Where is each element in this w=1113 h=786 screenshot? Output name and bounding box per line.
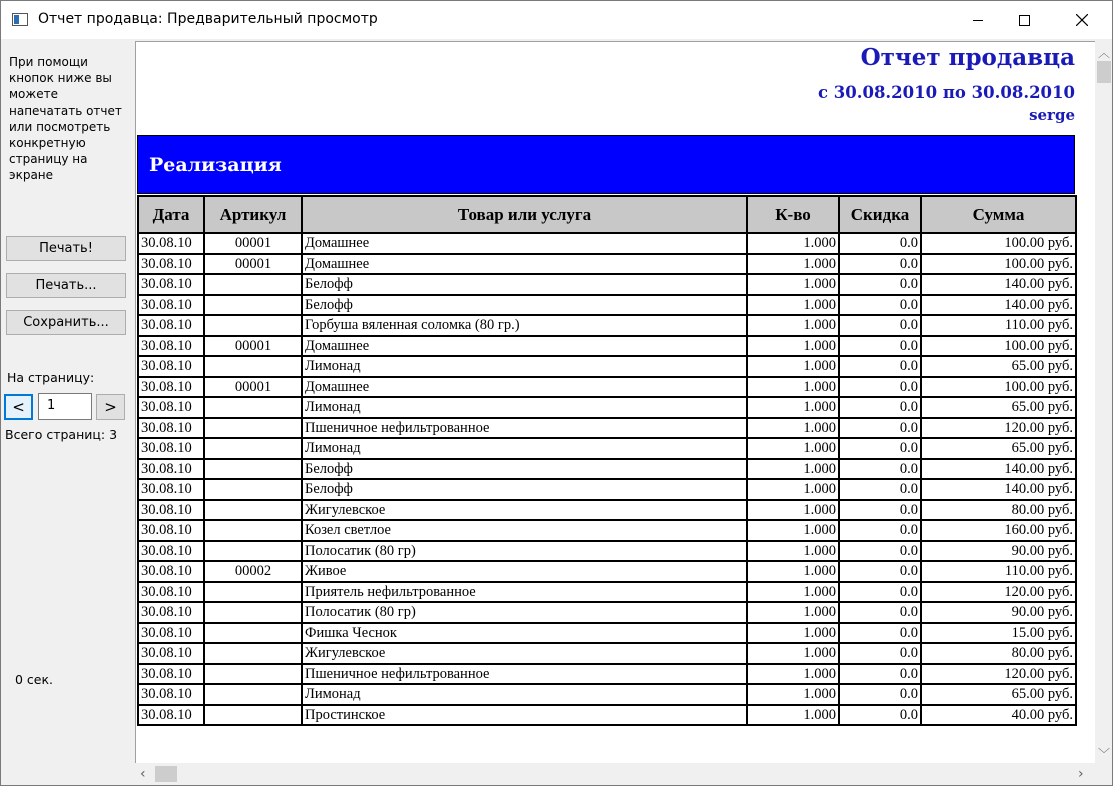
cell-quantity: 1.000	[747, 336, 839, 357]
cell-sum: 160.00 руб.	[921, 520, 1076, 541]
cell-quantity: 1.000	[747, 705, 839, 726]
cell-date: 30.08.10	[138, 336, 204, 357]
cell-article: 00001	[204, 254, 302, 275]
cell-item: Пшеничное нефильтрованное	[302, 664, 747, 685]
total-pages-label: Всего страниц: 3	[5, 427, 118, 442]
page-number-input[interactable]: 1	[38, 393, 92, 420]
scroll-down-icon[interactable]: ﹀	[1098, 747, 1111, 761]
cell-article: 00001	[204, 377, 302, 398]
cell-quantity: 1.000	[747, 356, 839, 377]
horizontal-scroll-thumb[interactable]	[155, 766, 177, 782]
cell-discount: 0.0	[839, 254, 921, 275]
table-row	[138, 520, 1076, 541]
cell-date: 30.08.10	[138, 602, 204, 623]
cell-item: Горбуша вяленная соломка (80 гр.)	[302, 315, 747, 336]
cell-article	[204, 705, 302, 726]
cell-sum: 100.00 руб.	[921, 336, 1076, 357]
column-header-discount: Скидка	[839, 196, 921, 233]
section-title: Реализация	[149, 154, 282, 176]
print-now-button[interactable]: Печать!	[6, 236, 126, 261]
cell-discount: 0.0	[839, 274, 921, 295]
table-row	[138, 418, 1076, 439]
table-row	[138, 438, 1076, 459]
cell-article	[204, 315, 302, 336]
cell-sum: 65.00 руб.	[921, 356, 1076, 377]
cell-item: Козел светлое	[302, 520, 747, 541]
cell-sum: 65.00 руб.	[921, 397, 1076, 418]
cell-discount: 0.0	[839, 520, 921, 541]
cell-discount: 0.0	[839, 643, 921, 664]
cell-item: Пшеничное нефильтрованное	[302, 418, 747, 439]
cell-date: 30.08.10	[138, 356, 204, 377]
cell-quantity: 1.000	[747, 274, 839, 295]
cell-sum: 120.00 руб.	[921, 664, 1076, 685]
maximize-button[interactable]	[1001, 1, 1047, 39]
cell-date: 30.08.10	[138, 377, 204, 398]
cell-date: 30.08.10	[138, 274, 204, 295]
table-row	[138, 684, 1076, 705]
cell-quantity: 1.000	[747, 315, 839, 336]
cell-article	[204, 520, 302, 541]
cell-date: 30.08.10	[138, 664, 204, 685]
cell-sum: 90.00 руб.	[921, 602, 1076, 623]
table-row	[138, 643, 1076, 664]
cell-quantity: 1.000	[747, 479, 839, 500]
cell-article	[204, 664, 302, 685]
cell-sum: 80.00 руб.	[921, 500, 1076, 521]
help-text: При помощи кнопок ниже вы можете напечатать отчет или посмотреть конкретную страницу на экране	[9, 55, 122, 183]
scroll-up-icon[interactable]: ︿	[1098, 46, 1111, 60]
table-row	[138, 500, 1076, 521]
column-header-quantity: К-во	[747, 196, 839, 233]
cell-date: 30.08.10	[138, 479, 204, 500]
cell-article	[204, 356, 302, 377]
cell-item: Лимонад	[302, 684, 747, 705]
cell-item: Лимонад	[302, 397, 747, 418]
close-button[interactable]	[1059, 1, 1105, 39]
cell-quantity: 1.000	[747, 602, 839, 623]
table-row	[138, 664, 1076, 685]
window-title: Отчет продавца: Предварительный просмотр	[38, 11, 378, 27]
cell-discount: 0.0	[839, 295, 921, 316]
cell-article	[204, 623, 302, 644]
app-icon	[12, 13, 28, 26]
cell-article	[204, 459, 302, 480]
report-preview-area[interactable]	[135, 41, 1095, 763]
goto-page-label: На страницу:	[7, 370, 95, 385]
save-button[interactable]: Сохранить...	[6, 310, 126, 335]
table-row	[138, 233, 1076, 254]
report-user: serge	[1029, 106, 1075, 124]
cell-date: 30.08.10	[138, 643, 204, 664]
column-header-sum: Сумма	[921, 196, 1076, 233]
cell-article	[204, 500, 302, 521]
minimize-icon	[973, 15, 984, 26]
cell-sum: 100.00 руб.	[921, 377, 1076, 398]
table-header-row	[138, 196, 1076, 233]
cell-article	[204, 438, 302, 459]
table-row	[138, 459, 1076, 480]
table-row	[138, 602, 1076, 623]
cell-discount: 0.0	[839, 602, 921, 623]
cell-quantity: 1.000	[747, 561, 839, 582]
cell-article	[204, 582, 302, 603]
cell-item: Фишка Чеснок	[302, 623, 747, 644]
table-row	[138, 356, 1076, 377]
cell-date: 30.08.10	[138, 459, 204, 480]
cell-quantity: 1.000	[747, 500, 839, 521]
table-row	[138, 582, 1076, 603]
vertical-scrollbar[interactable]	[1095, 41, 1112, 763]
cell-article: 00001	[204, 233, 302, 254]
cell-discount: 0.0	[839, 315, 921, 336]
cell-date: 30.08.10	[138, 684, 204, 705]
scroll-right-icon[interactable]: ›	[1078, 766, 1084, 782]
cell-quantity: 1.000	[747, 295, 839, 316]
cell-discount: 0.0	[839, 541, 921, 562]
cell-quantity: 1.000	[747, 397, 839, 418]
table-body	[138, 233, 1076, 725]
table-row	[138, 397, 1076, 418]
cell-item: Жигулевское	[302, 500, 747, 521]
cell-sum: 140.00 руб.	[921, 459, 1076, 480]
cell-item: Приятель нефильтрованное	[302, 582, 747, 603]
cell-quantity: 1.000	[747, 541, 839, 562]
cell-sum: 40.00 руб.	[921, 705, 1076, 726]
cell-discount: 0.0	[839, 459, 921, 480]
table-row	[138, 336, 1076, 357]
cell-item: Белофф	[302, 274, 747, 295]
cell-quantity: 1.000	[747, 418, 839, 439]
cell-discount: 0.0	[839, 418, 921, 439]
cell-date: 30.08.10	[138, 295, 204, 316]
cell-discount: 0.0	[839, 561, 921, 582]
print-dialog-button[interactable]: Печать...	[6, 273, 126, 298]
cell-date: 30.08.10	[138, 233, 204, 254]
cell-item: Лимонад	[302, 438, 747, 459]
section-header	[137, 135, 1075, 194]
cell-article	[204, 418, 302, 439]
scroll-left-icon[interactable]: ‹	[140, 766, 146, 782]
cell-article: 00001	[204, 336, 302, 357]
cell-item: Домашнее	[302, 336, 747, 357]
cell-sum: 110.00 руб.	[921, 315, 1076, 336]
cell-discount: 0.0	[839, 500, 921, 521]
table-row	[138, 315, 1076, 336]
cell-item: Домашнее	[302, 233, 747, 254]
cell-sum: 65.00 руб.	[921, 438, 1076, 459]
cell-discount: 0.0	[839, 336, 921, 357]
cell-discount: 0.0	[839, 705, 921, 726]
cell-item: Домашнее	[302, 377, 747, 398]
cell-quantity: 1.000	[747, 520, 839, 541]
minimize-button[interactable]	[955, 1, 1001, 39]
cell-date: 30.08.10	[138, 582, 204, 603]
cell-discount: 0.0	[839, 397, 921, 418]
cell-date: 30.08.10	[138, 397, 204, 418]
cell-quantity: 1.000	[747, 233, 839, 254]
cell-quantity: 1.000	[747, 623, 839, 644]
cell-sum: 140.00 руб.	[921, 479, 1076, 500]
cell-quantity: 1.000	[747, 664, 839, 685]
cell-date: 30.08.10	[138, 541, 204, 562]
sales-table	[137, 195, 1077, 726]
table-row	[138, 274, 1076, 295]
cell-quantity: 1.000	[747, 254, 839, 275]
cell-sum: 90.00 руб.	[921, 541, 1076, 562]
control-panel	[1, 39, 135, 785]
cell-sum: 80.00 руб.	[921, 643, 1076, 664]
cell-article: 00002	[204, 561, 302, 582]
cell-discount: 0.0	[839, 479, 921, 500]
prev-page-button[interactable]: <	[4, 394, 33, 420]
report-title: Отчет продавца	[860, 44, 1075, 71]
cell-article	[204, 479, 302, 500]
cell-quantity: 1.000	[747, 684, 839, 705]
cell-date: 30.08.10	[138, 561, 204, 582]
cell-sum: 100.00 руб.	[921, 254, 1076, 275]
cell-date: 30.08.10	[138, 623, 204, 644]
timer-label: 0 сек.	[15, 672, 54, 687]
cell-date: 30.08.10	[138, 520, 204, 541]
cell-article	[204, 602, 302, 623]
column-header-item: Товар или услуга	[302, 196, 747, 233]
cell-quantity: 1.000	[747, 459, 839, 480]
close-icon	[1076, 14, 1088, 26]
cell-date: 30.08.10	[138, 254, 204, 275]
cell-article	[204, 643, 302, 664]
table-row	[138, 561, 1076, 582]
cell-item: Лимонад	[302, 356, 747, 377]
cell-sum: 140.00 руб.	[921, 295, 1076, 316]
cell-item: Живое	[302, 561, 747, 582]
cell-date: 30.08.10	[138, 418, 204, 439]
cell-sum: 120.00 руб.	[921, 582, 1076, 603]
column-header-article: Артикул	[204, 196, 302, 233]
cell-article	[204, 295, 302, 316]
cell-discount: 0.0	[839, 582, 921, 603]
cell-item: Жигулевское	[302, 643, 747, 664]
cell-discount: 0.0	[839, 377, 921, 398]
cell-item: Полосатик (80 гр)	[302, 602, 747, 623]
cell-sum: 65.00 руб.	[921, 684, 1076, 705]
cell-article	[204, 684, 302, 705]
cell-discount: 0.0	[839, 356, 921, 377]
cell-item: Белофф	[302, 295, 747, 316]
cell-discount: 0.0	[839, 664, 921, 685]
cell-date: 30.08.10	[138, 500, 204, 521]
cell-sum: 100.00 руб.	[921, 233, 1076, 254]
cell-sum: 120.00 руб.	[921, 418, 1076, 439]
cell-quantity: 1.000	[747, 582, 839, 603]
cell-item: Белофф	[302, 459, 747, 480]
table-row	[138, 254, 1076, 275]
cell-article	[204, 397, 302, 418]
column-header-date: Дата	[138, 196, 204, 233]
table-row	[138, 479, 1076, 500]
next-page-button[interactable]: >	[96, 394, 125, 420]
cell-discount: 0.0	[839, 623, 921, 644]
cell-sum: 15.00 руб.	[921, 623, 1076, 644]
cell-discount: 0.0	[839, 233, 921, 254]
cell-quantity: 1.000	[747, 377, 839, 398]
title-bar	[1, 1, 1112, 39]
table-row	[138, 295, 1076, 316]
cell-date: 30.08.10	[138, 438, 204, 459]
cell-sum: 110.00 руб.	[921, 561, 1076, 582]
cell-article	[204, 541, 302, 562]
cell-item: Простинское	[302, 705, 747, 726]
cell-quantity: 1.000	[747, 438, 839, 459]
cell-quantity: 1.000	[747, 643, 839, 664]
cell-sum: 140.00 руб.	[921, 274, 1076, 295]
maximize-icon	[1019, 15, 1030, 26]
table-row	[138, 377, 1076, 398]
cell-date: 30.08.10	[138, 315, 204, 336]
horizontal-scrollbar[interactable]	[135, 763, 1095, 785]
cell-date: 30.08.10	[138, 705, 204, 726]
cell-item: Полосатик (80 гр)	[302, 541, 747, 562]
cell-item: Домашнее	[302, 254, 747, 275]
table-row	[138, 541, 1076, 562]
table-row	[138, 623, 1076, 644]
report-period: с 30.08.2010 по 30.08.2010	[817, 83, 1075, 102]
table-row	[138, 705, 1076, 726]
cell-discount: 0.0	[839, 438, 921, 459]
cell-discount: 0.0	[839, 684, 921, 705]
cell-article	[204, 274, 302, 295]
cell-item: Белофф	[302, 479, 747, 500]
vertical-scroll-thumb[interactable]	[1097, 61, 1111, 83]
